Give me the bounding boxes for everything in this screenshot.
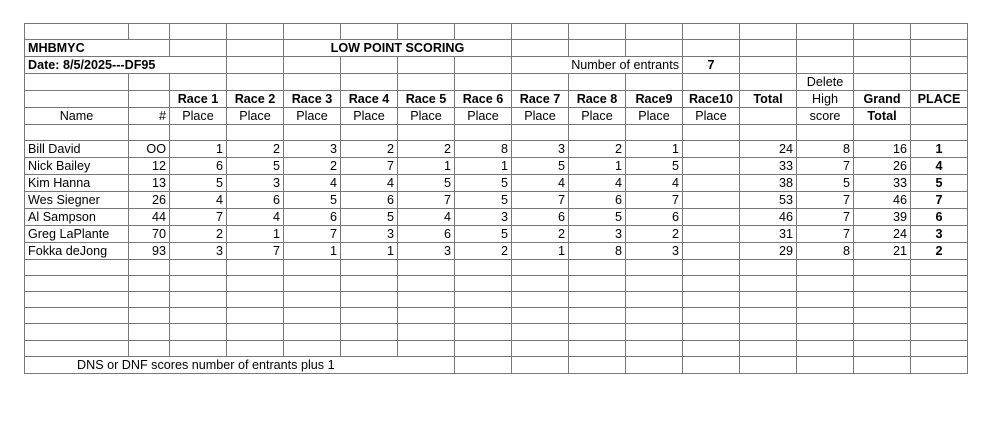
empty-cell: [455, 260, 512, 276]
spacer-row: [25, 125, 968, 141]
race-score: 1: [512, 243, 569, 260]
race-score: 1: [284, 243, 341, 260]
empty-cell: [740, 260, 797, 276]
drop-score: 7: [797, 158, 854, 175]
empty-cell: [512, 324, 569, 340]
empty-cell: [227, 276, 284, 292]
race-score: 7: [284, 226, 341, 243]
sailor-row: [25, 175, 968, 192]
empty-cell: [626, 324, 683, 340]
race-score: 4: [284, 175, 341, 192]
empty-cell: [797, 276, 854, 292]
place-subheader: Place: [512, 108, 569, 125]
drop-score: 8: [797, 141, 854, 158]
header-row-2: [25, 91, 968, 108]
race-score: 2: [341, 141, 398, 158]
race-score: 2: [170, 226, 227, 243]
race-score: 4: [626, 175, 683, 192]
empty-row: [25, 260, 968, 276]
empty-cell: [455, 276, 512, 292]
empty-cell: [227, 324, 284, 340]
club-name: MHBMYC: [25, 40, 170, 57]
empty-cell: [398, 292, 455, 308]
sailor-name: Bill David: [25, 141, 129, 158]
race-score: 2: [512, 226, 569, 243]
race-score: 5: [455, 192, 512, 209]
sheet-title: LOW POINT SCORING: [284, 40, 512, 57]
empty-cell: [626, 276, 683, 292]
sailor-name: Nick Bailey: [25, 158, 129, 175]
drop-score: 7: [797, 192, 854, 209]
race-score: 5: [398, 175, 455, 192]
scoring-sheet: [24, 23, 968, 374]
empty-cell: [284, 260, 341, 276]
race-score: 2: [398, 141, 455, 158]
race-score: 1: [455, 158, 512, 175]
empty-cell: [170, 340, 227, 356]
empty-cell: [683, 292, 740, 308]
empty-cell: [341, 324, 398, 340]
empty-cell: [683, 276, 740, 292]
race-score: [683, 158, 740, 175]
grand-total: 16: [854, 141, 911, 158]
empty-cell: [740, 308, 797, 324]
empty-cell: [911, 356, 968, 373]
empty-cell: [284, 308, 341, 324]
empty-row: [25, 292, 968, 308]
high-label: High: [797, 91, 854, 108]
race-score: 7: [170, 209, 227, 226]
empty-cell: [341, 260, 398, 276]
empty-cell: [398, 340, 455, 356]
race-score: 8: [569, 243, 626, 260]
grand-total: 21: [854, 243, 911, 260]
race-score: 6: [170, 158, 227, 175]
empty-cell: [740, 276, 797, 292]
total-score: 38: [740, 175, 797, 192]
race-header: Race 4: [341, 91, 398, 108]
empty-cell: [284, 324, 341, 340]
empty-cell: [740, 108, 797, 125]
entrants-value: 7: [683, 57, 740, 74]
empty-cell: [569, 324, 626, 340]
empty-cell: [911, 276, 968, 292]
name-header: Name: [25, 108, 129, 125]
empty-cell: [626, 308, 683, 324]
empty-cell: [341, 292, 398, 308]
place-subheader: Place: [227, 108, 284, 125]
race-header: Race 7: [512, 91, 569, 108]
empty-cell: [227, 260, 284, 276]
sailor-row: [25, 141, 968, 158]
empty-cell: [569, 340, 626, 356]
empty-cell: [170, 308, 227, 324]
place-subheader: Place: [398, 108, 455, 125]
race-header: Race 5: [398, 91, 455, 108]
race-score: 6: [569, 192, 626, 209]
empty-cell: [129, 308, 170, 324]
race-score: 2: [569, 141, 626, 158]
grand-total: 24: [854, 226, 911, 243]
empty-cell: [170, 276, 227, 292]
race-score: 3: [569, 226, 626, 243]
empty-cell: [129, 340, 170, 356]
total-header: Total: [740, 91, 797, 108]
empty-cell: [284, 292, 341, 308]
empty-cell: [284, 340, 341, 356]
sail-number: 12: [129, 158, 170, 175]
empty-cell: [683, 356, 740, 373]
race-score: 3: [227, 175, 284, 192]
race-score: 7: [512, 192, 569, 209]
sailor-name: Fokka deJong: [25, 243, 129, 260]
empty-cell: [797, 308, 854, 324]
empty-cell: [854, 356, 911, 373]
race-header: Race 8: [569, 91, 626, 108]
race-score: 3: [341, 226, 398, 243]
race-score: 4: [512, 175, 569, 192]
empty-cell: [25, 324, 129, 340]
race-score: [683, 243, 740, 260]
race-score: 3: [284, 141, 341, 158]
place-subheader: Place: [455, 108, 512, 125]
race-score: 3: [398, 243, 455, 260]
empty-cell: [626, 260, 683, 276]
empty-cell: [740, 356, 797, 373]
empty-row: [25, 276, 968, 292]
race-score: 5: [227, 158, 284, 175]
race-score: 1: [341, 243, 398, 260]
grand-total: 33: [854, 175, 911, 192]
empty-cell: [569, 260, 626, 276]
empty-cell: [341, 340, 398, 356]
race-score: 5: [284, 192, 341, 209]
empty-cell: [455, 356, 512, 373]
empty-cell: [854, 340, 911, 356]
empty-cell: [626, 340, 683, 356]
empty-cell: [341, 276, 398, 292]
race-score: [683, 175, 740, 192]
race-header: Race9: [626, 91, 683, 108]
drop-score: 8: [797, 243, 854, 260]
sail-number: 93: [129, 243, 170, 260]
race-score: 4: [341, 175, 398, 192]
empty-row: [25, 324, 968, 340]
final-place: 6: [911, 209, 968, 226]
empty-cell: [129, 324, 170, 340]
empty-cell: [398, 308, 455, 324]
race-score: 2: [455, 243, 512, 260]
final-place: 4: [911, 158, 968, 175]
race-score: 2: [284, 158, 341, 175]
place-header: PLACE: [911, 91, 968, 108]
empty-cell: [911, 340, 968, 356]
race-score: 5: [512, 158, 569, 175]
race-score: 3: [170, 243, 227, 260]
race-score: 6: [626, 209, 683, 226]
empty-cell: [227, 308, 284, 324]
sailor-name: Wes Siegner: [25, 192, 129, 209]
empty-cell: [455, 292, 512, 308]
empty-row: [25, 308, 968, 324]
sailor-row: [25, 209, 968, 226]
sailor-row: [25, 243, 968, 260]
empty-cell: [626, 292, 683, 308]
final-place: 1: [911, 141, 968, 158]
race-score: 5: [455, 175, 512, 192]
sailor-row: [25, 158, 968, 175]
empty-cell: [854, 324, 911, 340]
race-score: 3: [455, 209, 512, 226]
empty-cell: [398, 324, 455, 340]
empty-cell: [512, 292, 569, 308]
score-label: score: [797, 108, 854, 125]
empty-cell: [911, 308, 968, 324]
race-header: Race 3: [284, 91, 341, 108]
sail-number: 70: [129, 226, 170, 243]
race-score: [683, 209, 740, 226]
empty-cell: [797, 356, 854, 373]
empty-cell: [911, 292, 968, 308]
empty-cell: [455, 308, 512, 324]
sailor-row: [25, 226, 968, 243]
empty-cell: [341, 308, 398, 324]
empty-cell: [683, 340, 740, 356]
empty-cell: [740, 324, 797, 340]
race-header: Race 2: [227, 91, 284, 108]
empty-cell: [854, 308, 911, 324]
empty-cell: [911, 260, 968, 276]
empty-cell: [683, 308, 740, 324]
race-score: 6: [341, 192, 398, 209]
entrants-label: Number of entrants: [512, 57, 683, 74]
number-header: #: [129, 108, 170, 125]
empty-cell: [129, 276, 170, 292]
race-header: Race10: [683, 91, 740, 108]
empty-cell: [455, 324, 512, 340]
empty-cell: [569, 276, 626, 292]
sailor-row: [25, 192, 968, 209]
date-line: Date: 8/5/2025---DF95: [25, 57, 227, 74]
race-score: 4: [569, 175, 626, 192]
grand-total-header: Total: [854, 108, 911, 125]
race-score: [683, 226, 740, 243]
race-score: 6: [227, 192, 284, 209]
race-score: 3: [512, 141, 569, 158]
race-header: Race 1: [170, 91, 227, 108]
empty-cell: [740, 340, 797, 356]
total-score: 46: [740, 209, 797, 226]
empty-cell: [854, 276, 911, 292]
empty-cell: [626, 356, 683, 373]
place-subheader: Place: [170, 108, 227, 125]
empty-cell: [512, 356, 569, 373]
header-row-1: [25, 74, 968, 91]
empty-cell: [25, 276, 129, 292]
sail-number: 13: [129, 175, 170, 192]
empty-cell: [129, 260, 170, 276]
final-place: 7: [911, 192, 968, 209]
sailor-name: Greg LaPlante: [25, 226, 129, 243]
empty-cell: [170, 260, 227, 276]
empty-cell: [284, 276, 341, 292]
drop-score: 7: [797, 209, 854, 226]
race-score: 1: [569, 158, 626, 175]
empty-cell: [170, 292, 227, 308]
sail-number: 26: [129, 192, 170, 209]
empty-cell: [512, 276, 569, 292]
race-score: 6: [398, 226, 455, 243]
drop-score: 7: [797, 226, 854, 243]
empty-cell: [683, 324, 740, 340]
place-subheader: Place: [683, 108, 740, 125]
empty-cell: [398, 260, 455, 276]
empty-cell: [170, 324, 227, 340]
empty-cell: [569, 292, 626, 308]
total-score: 31: [740, 226, 797, 243]
race-score: 1: [398, 158, 455, 175]
sail-number: OO: [129, 141, 170, 158]
empty-cell: [569, 356, 626, 373]
final-place: 3: [911, 226, 968, 243]
race-score: 8: [455, 141, 512, 158]
empty-cell: [129, 292, 170, 308]
race-score: 5: [455, 226, 512, 243]
race-score: 1: [626, 141, 683, 158]
footnote: DNS or DNF scores number of entrants plus 1: [25, 356, 455, 373]
race-score: 2: [626, 226, 683, 243]
total-score: 53: [740, 192, 797, 209]
empty-cell: [797, 260, 854, 276]
race-score: 5: [170, 175, 227, 192]
race-score: 6: [284, 209, 341, 226]
empty-cell: [227, 292, 284, 308]
delete-label: Delete: [797, 74, 854, 91]
empty-cell: [25, 260, 129, 276]
empty-cell: [512, 260, 569, 276]
grand-total: 46: [854, 192, 911, 209]
race-score: 5: [569, 209, 626, 226]
race-header: Race 6: [455, 91, 512, 108]
total-score: 29: [740, 243, 797, 260]
grand-header: Grand: [854, 91, 911, 108]
place-subheader: Place: [284, 108, 341, 125]
empty-cell: [911, 108, 968, 125]
empty-cell: [569, 308, 626, 324]
empty-cell: [25, 292, 129, 308]
header-row-3: [25, 108, 968, 125]
empty-cell: [797, 324, 854, 340]
empty-cell: [25, 308, 129, 324]
total-score: 24: [740, 141, 797, 158]
race-score: 1: [170, 141, 227, 158]
race-score: 7: [227, 243, 284, 260]
empty-cell: [512, 308, 569, 324]
race-score: 4: [227, 209, 284, 226]
total-score: 33: [740, 158, 797, 175]
race-score: 7: [341, 158, 398, 175]
grand-total: 39: [854, 209, 911, 226]
empty-cell: [25, 340, 129, 356]
final-place: 2: [911, 243, 968, 260]
footnote-row: [25, 356, 968, 373]
blank-row: [25, 24, 968, 40]
title-row: [25, 40, 968, 57]
empty-cell: [455, 340, 512, 356]
empty-cell: [854, 260, 911, 276]
race-score: 5: [341, 209, 398, 226]
grand-total: 26: [854, 158, 911, 175]
place-subheader: Place: [341, 108, 398, 125]
place-subheader: Place: [626, 108, 683, 125]
empty-cell: [227, 340, 284, 356]
empty-cell: [797, 292, 854, 308]
empty-cell: [512, 340, 569, 356]
race-score: 5: [626, 158, 683, 175]
final-place: 5: [911, 175, 968, 192]
empty-cell: [911, 324, 968, 340]
date-row: [25, 57, 968, 74]
race-score: [683, 141, 740, 158]
race-score: 7: [398, 192, 455, 209]
drop-score: 5: [797, 175, 854, 192]
empty-cell: [740, 292, 797, 308]
race-score: 7: [626, 192, 683, 209]
race-score: 3: [626, 243, 683, 260]
empty-cell: [683, 260, 740, 276]
place-subheader: Place: [569, 108, 626, 125]
race-score: 4: [398, 209, 455, 226]
race-score: [683, 192, 740, 209]
race-score: 1: [227, 226, 284, 243]
empty-cell: [854, 292, 911, 308]
sail-number: 44: [129, 209, 170, 226]
race-score: 4: [170, 192, 227, 209]
empty-cell: [797, 340, 854, 356]
empty-cell: [398, 276, 455, 292]
race-score: 2: [227, 141, 284, 158]
empty-row: [25, 340, 968, 356]
sailor-name: Al Sampson: [25, 209, 129, 226]
sailor-name: Kim Hanna: [25, 175, 129, 192]
race-score: 6: [512, 209, 569, 226]
